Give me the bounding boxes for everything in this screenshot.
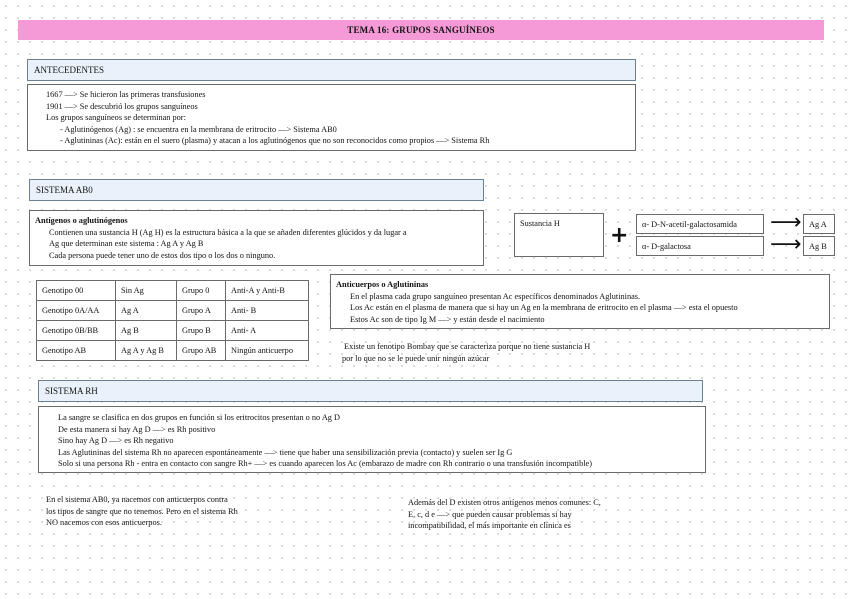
note-line: incompatibilidad, el más importante en clínica es: [408, 521, 571, 530]
anticuerpos-line: Los Ac están en el plasma de manera que si hay un Ag en la membrana de eritrocito en el plasma —> esta el opuesto: [350, 303, 738, 312]
galactosa-box: α- D-galactosa: [636, 236, 764, 256]
arrow-right-icon: ⟶: [770, 232, 802, 257]
ag-b-box: Ag B: [803, 236, 835, 256]
table-cell: Grupo AB: [177, 341, 226, 361]
table-cell: Genotipo 0B/BB: [37, 321, 116, 341]
table-cell: Grupo 0: [177, 281, 226, 301]
antigenos-line: Ag que determinan este sistema : Ag A y Ag B: [49, 239, 204, 248]
table-row: [37, 321, 309, 341]
table-cell: Sin Ag: [116, 281, 177, 301]
anticuerpos-line: Estos Ac son de tipo Ig M —> y están desde el nacimiento: [350, 314, 545, 324]
antigenos-title: Antígenos o aglutinógenos: [35, 216, 128, 225]
antecedentes-line: 1901 —> Se descubrió los grupos sanguíneos: [46, 101, 198, 111]
sistema-rh-box: [38, 406, 706, 473]
table-cell: Grupo A: [177, 301, 226, 321]
table-cell: Ag A y Ag B: [116, 341, 177, 361]
note-line: En el sistema AB0, ya nacemos con anticuerpos contra: [46, 495, 228, 504]
table-cell: Anti- B: [226, 301, 309, 321]
sistema-ab0-heading: SISTEMA AB0: [29, 179, 484, 201]
table-cell: Genotipo 00: [37, 281, 116, 301]
rh-line: Las Aglutininas del sistema Rh no aparecen espontáneamente —> tiene que haber una sensibilización previa (contacto) y suelen ser Ig G: [58, 447, 513, 457]
anticuerpos-title: Anticuerpos o Aglutininas: [336, 280, 429, 289]
note-right: [408, 497, 601, 532]
genotipos-table: [36, 280, 309, 361]
sistema-rh-heading: SISTEMA RH: [38, 380, 703, 402]
note-line: NO nacemos con esos anticuerpos.: [46, 518, 162, 527]
rh-line: Solo si una persona Rh - entra en contacto con sangre Rh+ —> es cuando aparecen los Ac (embarazo de madre con Rh contrario o una transfusión incompatible): [58, 459, 592, 468]
table-row: [37, 341, 309, 361]
bombay-line: por lo que no se le puede unir ningún azúcar: [342, 353, 490, 363]
bombay-note: [342, 341, 590, 364]
table-cell: Anti- A: [226, 321, 309, 341]
note-line: Además del D existen otros antígenos menos comunes: C,: [408, 498, 601, 507]
antigenos-box: [29, 210, 484, 266]
rh-line: De esta manera si hay Ag D —> es Rh positivo: [58, 424, 216, 434]
note-left: [46, 494, 238, 529]
table-cell: Ag A: [116, 301, 177, 321]
anticuerpos-box: [330, 274, 830, 329]
note-line: los tipos de sangre que no tenemos. Pero en el sistema Rh: [46, 506, 238, 516]
antigenos-line: Cada persona puede tener uno de estos dos tipo o los dos o ninguno.: [49, 250, 276, 260]
anticuerpos-line: En el plasma cada grupo sanguíneo presentan Ac específicos denominados Aglutininas.: [350, 291, 641, 301]
ag-a-box: Ag A: [803, 214, 835, 234]
table-cell: Anti-A y Anti-B: [226, 281, 309, 301]
table-cell: Grupo B: [177, 321, 226, 341]
plus-icon: +: [610, 223, 629, 248]
bombay-line: Existe un fenotipo Bombay que se caracteriza porque no tiene sustancia H: [344, 342, 591, 351]
antecedentes-line: - Aglutininas (Ac): están en el suero (plasma) y atacan a los aglutinógenos que no son reconocidos como propios —> Sistema Rh: [60, 136, 490, 145]
antecedentes-line: - Aglutinógenos (Ag) : se encuentra en la membrana de eritrocito —> Sistema AB0: [60, 124, 337, 134]
table-row: [37, 281, 309, 301]
table-row: [37, 301, 309, 321]
table-cell: Ag B: [116, 321, 177, 341]
antecedentes-line: 1667 —> Se hicieron las primeras transfusiones: [46, 90, 206, 99]
antecedentes-box: [27, 84, 636, 151]
table-cell: Genotipo 0A/AA: [37, 301, 116, 321]
galactosamida-box: α- D-N-acetil-galactosamida: [636, 214, 764, 234]
page-title: TEMA 16: GRUPOS SANGUÍNEOS: [18, 20, 824, 40]
rh-line: Sino hay Ag D —> es Rh negativo: [58, 436, 174, 445]
rh-line: La sangre se clasifica en dos grupos en función si los eritrocitos presentan o no Ag D: [58, 413, 341, 422]
table-cell: Genotipo AB: [37, 341, 116, 361]
table-cell: Ningún anticuerpo: [226, 341, 309, 361]
antigenos-line: Contienen una sustancia H (Ag H) es la estructura básica a la que se añaden diferentes glúcidos y da lugar a: [49, 227, 407, 237]
antecedentes-line: Los grupos sanguíneos se determinan por:: [46, 113, 186, 122]
arrow-right-icon: ⟶: [770, 210, 802, 235]
antecedentes-heading: ANTECEDENTES: [27, 59, 636, 81]
note-line: E, c, d e —> que pueden causar problemas si hay: [408, 509, 572, 519]
sustancia-h-box: Sustancia H: [514, 213, 604, 257]
